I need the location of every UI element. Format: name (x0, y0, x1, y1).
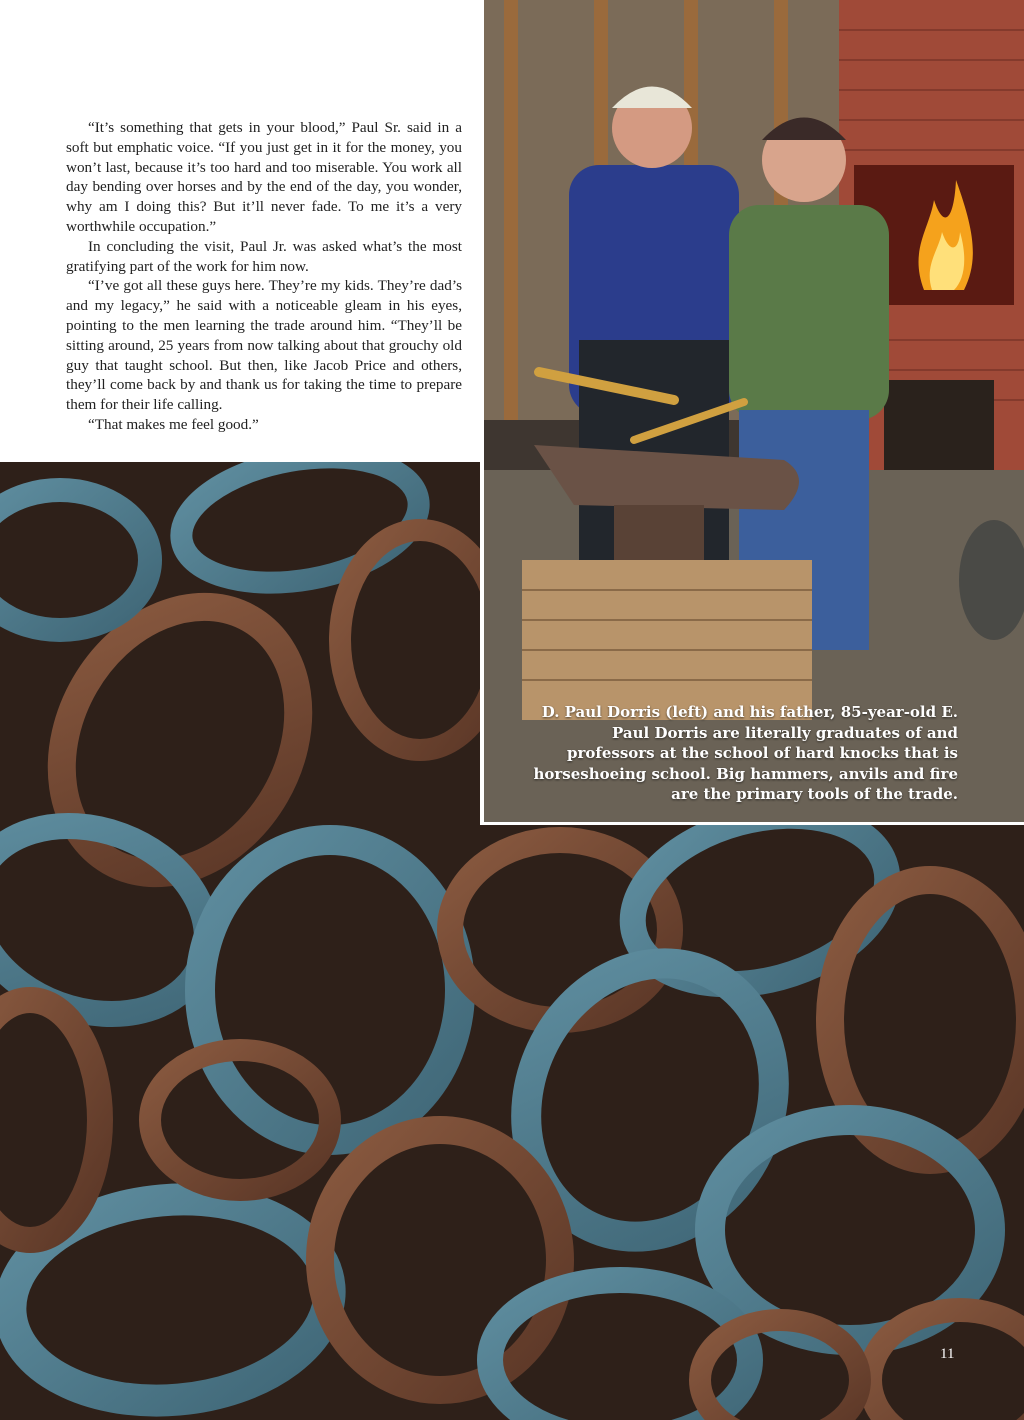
article-paragraph: “It’s something that gets in your blood,” Paul Sr. said in a soft but emphatic voice. “If you just get in it for the money, you won’t last, because it’s too hard and too miserable. You work all day bending over horses and by the end of the day, you wonder, why am I doing this? But it’ll never fade. To me it’s a very worthwhile occupation.” (66, 119, 462, 235)
article-paragraph: “That makes me feel good.” (88, 415, 259, 433)
article-body (66, 118, 462, 435)
page-number: 11 (940, 1346, 955, 1362)
article-paragraph: In concluding the visit, Paul Jr. was asked what’s the most gratifying part of the work for him now. (66, 237, 462, 275)
article-paragraph: “I’ve got all these guys here. They’re my kids. They’re dad’s and my legacy,” he said with a noticeable gleam in his eyes, pointing to the men learning the trade around him. “They’ll be sitting around, 25 years from now talking about that grouchy old guy that taught school. But then, like Jacob Price and others, they’ll come back by and thank us for taking the time to prepare them for their life calling. (66, 277, 462, 414)
blacksmiths-photo (484, 0, 1024, 822)
photo-caption: D. Paul Dorris (left) and his father, 85-year-old E. Paul Dorris are literally graduates of and professors at the school of hard knocks that is horseshoeing school. Big hammers, anvils and fire are the primary tools of the trade. (533, 703, 958, 803)
blacksmiths-illustration (484, 0, 1024, 822)
